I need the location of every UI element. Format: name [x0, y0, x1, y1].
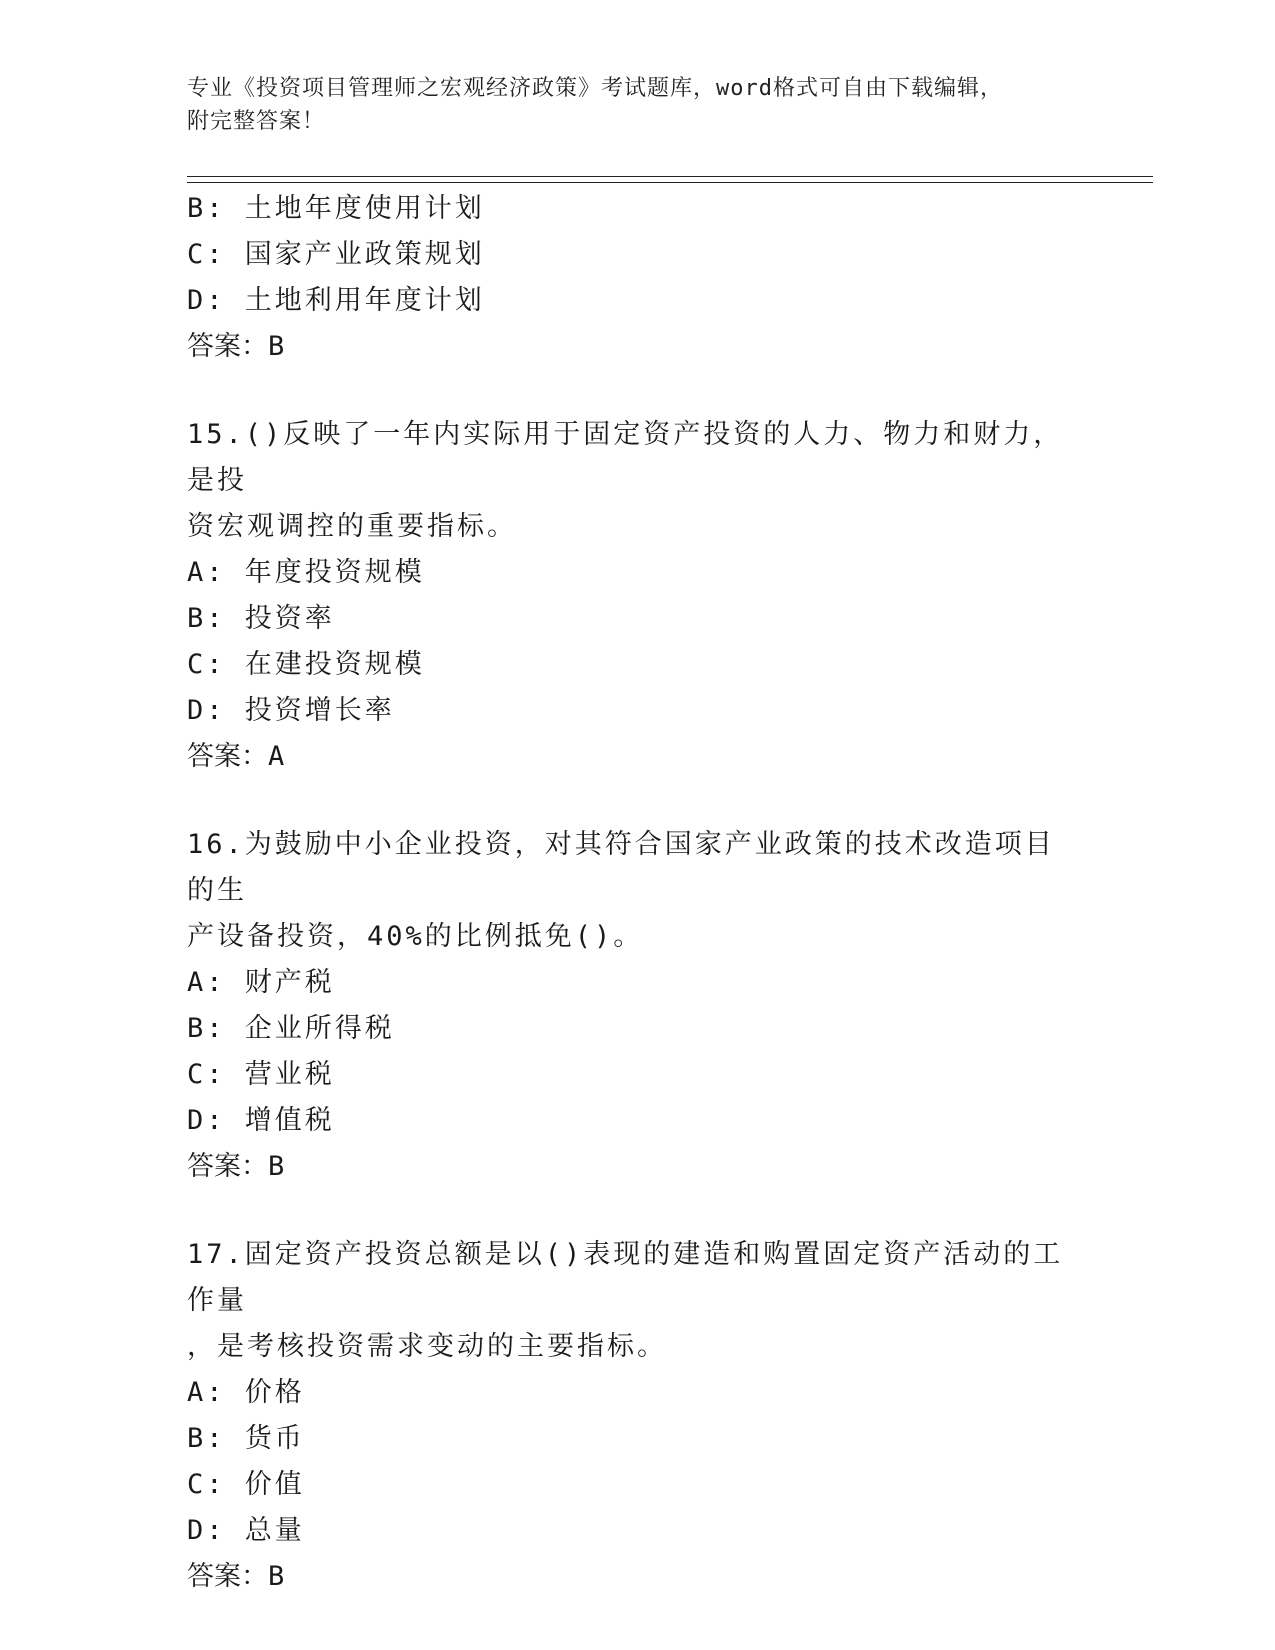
option-key: B	[187, 193, 207, 224]
question-stem	[187, 1232, 1067, 1370]
option-key: D	[187, 1515, 207, 1546]
option-key: C	[187, 649, 207, 680]
option-key: A	[187, 967, 207, 998]
prev-question	[187, 186, 1087, 370]
answer-value: A	[268, 741, 285, 772]
option-sep: :	[206, 603, 245, 634]
option-b	[187, 596, 1087, 642]
option-key: A	[187, 1377, 207, 1408]
option-b	[187, 1416, 1087, 1462]
header-line-2: 附完整答案！	[187, 109, 326, 134]
answer-value: B	[268, 331, 285, 362]
answer-value: B	[268, 1151, 285, 1182]
option-key: A	[187, 557, 207, 588]
document-header	[187, 72, 1067, 138]
option-a	[187, 1370, 1087, 1416]
header-divider-bottom	[187, 182, 1153, 183]
option-sep: :	[206, 557, 245, 588]
option-text: 国家产业政策规划	[244, 239, 485, 270]
option-d	[187, 1508, 1087, 1554]
option-a	[187, 960, 1087, 1006]
question-stem	[187, 412, 1067, 550]
question-17	[187, 1232, 1087, 1600]
option-sep: :	[206, 1105, 245, 1136]
option-sep: :	[206, 285, 245, 316]
option-a	[187, 550, 1087, 596]
header-divider-top	[187, 176, 1153, 177]
option-key: B	[187, 1423, 207, 1454]
option-text: 总量	[244, 1515, 305, 1546]
option-text: 价值	[244, 1469, 305, 1500]
option-sep: :	[206, 1059, 245, 1090]
option-sep: :	[206, 1013, 245, 1044]
question-stem	[187, 822, 1067, 960]
question-15	[187, 412, 1087, 780]
question-16	[187, 822, 1087, 1190]
option-key: D	[187, 1105, 207, 1136]
option-key: D	[187, 285, 207, 316]
option-key: C	[187, 1059, 207, 1090]
answer-label: 答案：	[187, 331, 268, 362]
option-b	[187, 1006, 1087, 1052]
option-text: 货币	[244, 1423, 305, 1454]
answer-line	[187, 734, 1087, 780]
question-list	[187, 186, 1087, 1600]
option-c	[187, 232, 1087, 278]
option-text: 价格	[244, 1377, 305, 1408]
option-sep: :	[206, 1423, 245, 1454]
answer-line	[187, 324, 1087, 370]
stem-line-2: ，是考核投资需求变动的主要指标。	[187, 1331, 667, 1362]
option-text: 营业税	[244, 1059, 335, 1090]
option-sep: :	[206, 695, 245, 726]
answer-label: 答案：	[187, 741, 268, 772]
option-text: 土地年度使用计划	[244, 193, 485, 224]
option-b	[187, 186, 1087, 232]
stem-line-1: 16.为鼓励中小企业投资，对其符合国家产业政策的技术改造项目的生	[187, 829, 1055, 906]
option-text: 年度投资规模	[244, 557, 425, 588]
answer-line	[187, 1144, 1087, 1190]
option-key: C	[187, 1469, 207, 1500]
option-sep: :	[206, 239, 245, 270]
option-text: 投资增长率	[244, 695, 395, 726]
option-text: 在建投资规模	[244, 649, 425, 680]
stem-line-1: 15.()反映了一年内实际用于固定资产投资的人力、物力和财力，是投	[187, 419, 1064, 496]
option-d	[187, 688, 1087, 734]
option-d	[187, 1098, 1087, 1144]
option-sep: :	[206, 1377, 245, 1408]
option-sep: :	[206, 967, 245, 998]
option-sep: :	[206, 193, 245, 224]
option-text: 投资率	[244, 603, 335, 634]
option-key: D	[187, 695, 207, 726]
option-text: 增值税	[244, 1105, 335, 1136]
stem-line-2: 资宏观调控的重要指标。	[187, 511, 517, 542]
option-c	[187, 642, 1087, 688]
stem-line-2: 产设备投资，40%的比例抵免()。	[187, 921, 644, 952]
option-sep: :	[206, 1515, 245, 1546]
option-key: B	[187, 1013, 207, 1044]
option-text: 企业所得税	[244, 1013, 395, 1044]
answer-label: 答案：	[187, 1561, 268, 1592]
option-text: 土地利用年度计划	[244, 285, 485, 316]
option-sep: :	[206, 649, 245, 680]
option-c	[187, 1462, 1087, 1508]
option-sep: :	[206, 1469, 245, 1500]
option-key: C	[187, 239, 207, 270]
answer-value: B	[268, 1561, 285, 1592]
option-c	[187, 1052, 1087, 1098]
answer-line	[187, 1554, 1087, 1600]
option-d	[187, 278, 1087, 324]
stem-line-1: 17.固定资产投资总额是以()表现的建造和购置固定资产活动的工作量	[187, 1239, 1064, 1316]
option-key: B	[187, 603, 207, 634]
option-text: 财产税	[244, 967, 335, 998]
answer-label: 答案：	[187, 1151, 268, 1182]
header-line-1: 专业《投资项目管理师之宏观经济政策》考试题库，word格式可自由下载编辑，	[187, 76, 1003, 101]
